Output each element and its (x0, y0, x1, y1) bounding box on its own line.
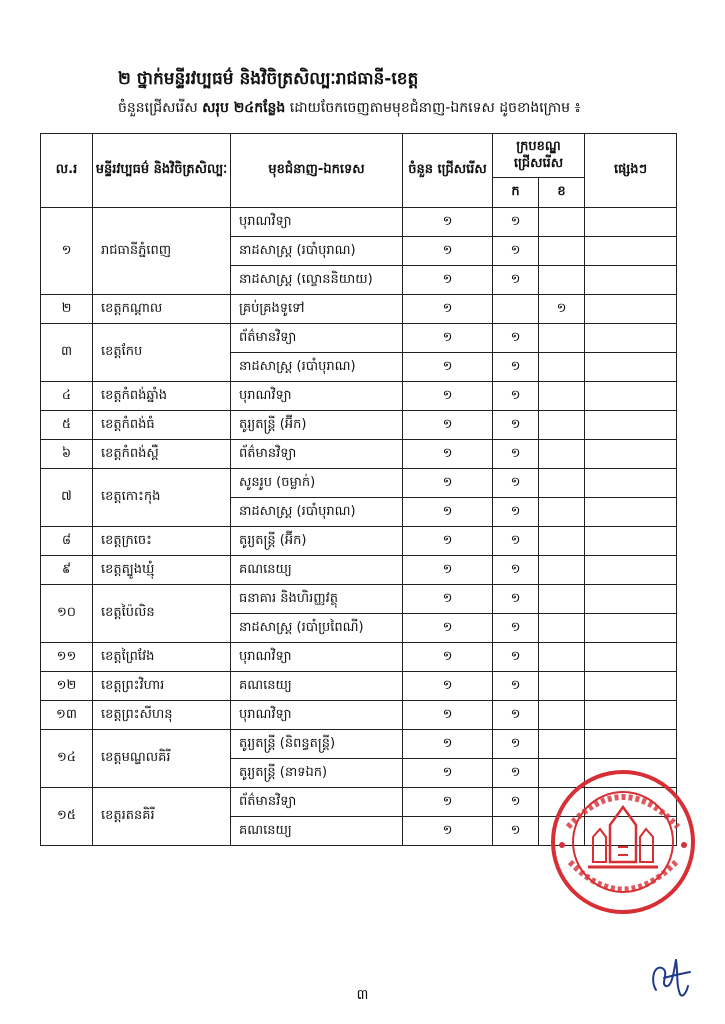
table-row (41, 585, 677, 614)
cell-note (585, 382, 677, 411)
cell-position: គណនេយ្យ (231, 817, 403, 846)
cell-count: ១ (403, 817, 493, 846)
cell-framework-ka: ១ (493, 759, 539, 788)
cell-count: ១ (403, 469, 493, 498)
cell-count: ១ (403, 643, 493, 672)
cell-framework-ka (493, 295, 539, 324)
cell-province: ខេត្តត្បូងឃ្មុំ (93, 556, 231, 585)
cell-position: តូរ្យតន្ត្រី (អ៊ីក) (231, 411, 403, 440)
cell-number: ៥ (41, 411, 93, 440)
cell-count: ១ (403, 498, 493, 527)
cell-note (585, 208, 677, 237)
cell-count: ១ (403, 353, 493, 382)
cell-number: ៦ (41, 440, 93, 469)
cell-note (585, 701, 677, 730)
cell-number: ១២ (41, 672, 93, 701)
cell-province: ខេត្តព្រះវិហារ (93, 672, 231, 701)
cell-position: តូរ្យតន្ត្រី (អ៊ីក) (231, 527, 403, 556)
cell-framework-ka: ១ (493, 527, 539, 556)
cell-count: ១ (403, 411, 493, 440)
cell-framework-ka: ១ (493, 556, 539, 585)
cell-number: ១៤ (41, 730, 93, 788)
cell-number: ១៣ (41, 701, 93, 730)
cell-province: ខេត្តមណ្ឌលគិរី (93, 730, 231, 788)
cell-count: ១ (403, 382, 493, 411)
cell-framework-kha (539, 353, 585, 382)
cell-count: ១ (403, 208, 493, 237)
cell-framework-ka: ១ (493, 788, 539, 817)
table-header (41, 134, 677, 208)
cell-count: ១ (403, 614, 493, 643)
subheading-total: សរុប ២៤កន្លែង (202, 100, 286, 116)
cell-position: សូនរូប (ចម្លាក់) (231, 469, 403, 498)
cell-framework-kha (539, 643, 585, 672)
cell-framework-kha (539, 208, 585, 237)
cell-note (585, 295, 677, 324)
section-heading: ២ ថ្នាក់មន្ទីរវប្បធម៌ និងវិចិត្រសិល្បៈរាជធានី-ខេត្ត (118, 69, 419, 89)
cell-province: ខេត្តកំពង់ធំ (93, 411, 231, 440)
table-row (41, 208, 677, 237)
header-framework-ka: ក (493, 178, 539, 208)
header-department: មន្ទីរវប្បធម៌ និងវិចិត្រសិល្បៈ (93, 134, 231, 208)
cell-province: ខេត្តកែប (93, 324, 231, 382)
cell-count: ១ (403, 295, 493, 324)
cell-province: ខេត្តកោះកុង (93, 469, 231, 527)
cell-count: ១ (403, 701, 493, 730)
cell-count: ១ (403, 788, 493, 817)
cell-framework-ka: ១ (493, 237, 539, 266)
cell-count: ១ (403, 585, 493, 614)
cell-note (585, 411, 677, 440)
cell-note (585, 237, 677, 266)
cell-number: ១០ (41, 585, 93, 643)
header-position: មុខជំនាញ-ឯកទេស (231, 134, 403, 208)
cell-position: ព័ត៌មានវិទ្យា (231, 324, 403, 353)
cell-number: ២ (41, 295, 93, 324)
cell-framework-ka: ១ (493, 730, 539, 759)
cell-position: បុរាណវិទ្យា (231, 382, 403, 411)
cell-framework-kha (539, 585, 585, 614)
section-subheading (118, 98, 581, 119)
cell-province: រាជធានីភ្នំពេញ (93, 208, 231, 295)
table-row (41, 730, 677, 759)
cell-framework-ka: ១ (493, 672, 539, 701)
cell-framework-kha: ១ (539, 295, 585, 324)
table-row (41, 556, 677, 585)
cell-framework-ka: ១ (493, 585, 539, 614)
cell-framework-kha (539, 324, 585, 353)
cell-framework-ka: ១ (493, 440, 539, 469)
recruitment-table (40, 133, 677, 846)
header-framework-kha: ខ (539, 178, 585, 208)
cell-number: ៤ (41, 382, 93, 411)
cell-framework-ka: ១ (493, 382, 539, 411)
cell-framework-kha (539, 237, 585, 266)
cell-framework-ka: ១ (493, 411, 539, 440)
cell-note (585, 556, 677, 585)
cell-province: ខេត្តកំពង់ស្ពឺ (93, 440, 231, 469)
subheading-part2: ដោយចែកចេញតាមមុខជំនាញ-ឯកទេស ដូចខាងក្រោម ៖ (285, 100, 581, 116)
cell-note (585, 324, 677, 353)
table-row (41, 295, 677, 324)
official-seal-stamp (548, 767, 698, 917)
cell-province: ខេត្តព្រៃវែង (93, 643, 231, 672)
cell-position: នាដសាស្ត្រ (របាំបុរាណ) (231, 498, 403, 527)
cell-framework-ka: ១ (493, 643, 539, 672)
cell-note (585, 440, 677, 469)
cell-position: តូរ្យតន្ត្រី (និពន្ធតន្ត្រី) (231, 730, 403, 759)
header-no: ល.រ (41, 134, 93, 208)
cell-count: ១ (403, 672, 493, 701)
cell-position: បុរាណវិទ្យា (231, 701, 403, 730)
cell-number: ១៥ (41, 788, 93, 846)
cell-framework-kha (539, 556, 585, 585)
cell-province: ខេត្តកណ្តាល (93, 295, 231, 324)
table-row (41, 469, 677, 498)
cell-number: ១ (41, 208, 93, 295)
cell-province: ខេត្តប៉ៃលិន (93, 585, 231, 643)
cell-note (585, 730, 677, 759)
cell-framework-kha (539, 672, 585, 701)
cell-framework-kha (539, 701, 585, 730)
cell-position: នាដសាស្ត្រ (របាំប្រពៃណី) (231, 614, 403, 643)
cell-count: ១ (403, 759, 493, 788)
cell-count: ១ (403, 237, 493, 266)
cell-count: ១ (403, 527, 493, 556)
cell-number: ៨ (41, 527, 93, 556)
cell-count: ១ (403, 324, 493, 353)
table-row (41, 672, 677, 701)
table-row (41, 382, 677, 411)
cell-position: បុរាណវិទ្យា (231, 643, 403, 672)
cell-note (585, 527, 677, 556)
cell-framework-kha (539, 498, 585, 527)
cell-framework-ka: ១ (493, 208, 539, 237)
cell-position: នាដសាស្ត្រ (ល្ខោននិយាយ) (231, 266, 403, 295)
cell-note (585, 585, 677, 614)
cell-framework-kha (539, 266, 585, 295)
table-body (41, 208, 677, 846)
cell-framework-ka: ១ (493, 701, 539, 730)
cell-framework-kha (539, 411, 585, 440)
table-row (41, 643, 677, 672)
cell-province: ខេត្តព្រះសីហនុ (93, 701, 231, 730)
cell-province: ខេត្តរតនគិរី (93, 788, 231, 846)
cell-framework-kha (539, 614, 585, 643)
cell-framework-kha (539, 469, 585, 498)
cell-number: ៩ (41, 556, 93, 585)
header-framework: ក្របខណ្ឌ ជ្រើសរើស (493, 134, 585, 178)
table-row (41, 440, 677, 469)
cell-position: ធនាគារ និងហិរញ្ញវត្ថុ (231, 585, 403, 614)
cell-note (585, 614, 677, 643)
cell-number: ៣ (41, 324, 93, 382)
table-row (41, 527, 677, 556)
cell-note (585, 353, 677, 382)
cell-position: ព័ត៌មានវិទ្យា (231, 788, 403, 817)
cell-count: ១ (403, 440, 493, 469)
cell-position: នាដសាស្ត្រ (របាំបុរាណ) (231, 237, 403, 266)
cell-framework-kha (539, 382, 585, 411)
cell-framework-ka: ១ (493, 614, 539, 643)
cell-framework-ka: ១ (493, 469, 539, 498)
cell-note (585, 672, 677, 701)
cell-position: នាដសាស្ត្រ (របាំបុរាណ) (231, 353, 403, 382)
cell-position: គណនេយ្យ (231, 556, 403, 585)
cell-framework-kha (539, 440, 585, 469)
cell-position: គ្រប់គ្រងទូទៅ (231, 295, 403, 324)
cell-framework-ka: ១ (493, 498, 539, 527)
cell-note (585, 266, 677, 295)
table-row (41, 411, 677, 440)
cell-position: គណនេយ្យ (231, 672, 403, 701)
cell-position: បុរាណវិទ្យា (231, 208, 403, 237)
cell-number: ៧ (41, 469, 93, 527)
cell-framework-ka: ១ (493, 324, 539, 353)
cell-note (585, 498, 677, 527)
subheading-part1: ចំនួនជ្រើសរើស (118, 100, 203, 116)
cell-framework-ka: ១ (493, 266, 539, 295)
table-row (41, 701, 677, 730)
cell-count: ១ (403, 730, 493, 759)
cell-position: ព័ត៌មានវិទ្យា (231, 440, 403, 469)
cell-province: ខេត្តកំពង់ឆ្នាំង (93, 382, 231, 411)
cell-note (585, 643, 677, 672)
cell-count: ១ (403, 266, 493, 295)
page-number: ៣ (356, 987, 369, 1003)
cell-framework-kha (539, 730, 585, 759)
cell-framework-ka: ១ (493, 353, 539, 382)
cell-count: ១ (403, 556, 493, 585)
cell-framework-ka: ១ (493, 817, 539, 846)
header-count: ចំនួន ជ្រើសរើស (403, 134, 493, 208)
cell-province: ខេត្តក្រចេះ (93, 527, 231, 556)
cell-number: ១១ (41, 643, 93, 672)
cell-position: តូរ្យតន្ត្រី (នាទឯក) (231, 759, 403, 788)
header-note: ផ្សេងៗ (585, 134, 677, 208)
cell-framework-kha (539, 527, 585, 556)
table-row (41, 324, 677, 353)
cell-note (585, 469, 677, 498)
